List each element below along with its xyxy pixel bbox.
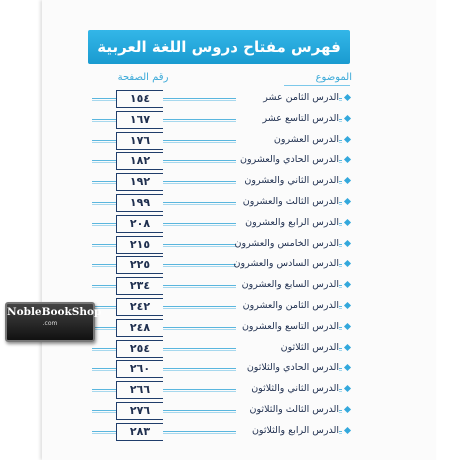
bullet-icon xyxy=(344,344,351,351)
page-number: ٢٢٥ xyxy=(116,256,163,274)
bullet-icon xyxy=(344,177,351,184)
lesson-title: الدرس الثلاثون xyxy=(236,340,339,356)
lesson-title: الدرس الثالث والعشرون xyxy=(236,194,339,210)
page-number: ٢٨٣ xyxy=(116,423,163,441)
index-row xyxy=(0,420,460,442)
topic-column-header: الموضوع xyxy=(315,72,352,83)
bullet-icon xyxy=(344,385,351,392)
index-row xyxy=(0,212,460,234)
lesson-title: الدرس الخامس والعشرون xyxy=(236,236,339,252)
lesson-title: الدرس الرابع والثلاثون xyxy=(236,423,339,439)
bullet-icon xyxy=(344,302,351,309)
bullet-icon xyxy=(344,198,351,205)
page-number: ٢٧٦ xyxy=(116,402,163,420)
page-number: ٢٠٨ xyxy=(116,215,163,233)
index-row xyxy=(0,191,460,213)
page-number: ١٦٧ xyxy=(116,111,163,129)
watermark-logo xyxy=(5,302,102,342)
index-row xyxy=(0,274,460,296)
page-number: ٢٤٨ xyxy=(116,319,163,337)
bullet-icon xyxy=(344,281,351,288)
lesson-title: الدرس الثالث والثلاثون xyxy=(236,402,339,418)
bullet-icon xyxy=(344,219,351,226)
lesson-title: الدرس العشرون xyxy=(236,132,339,148)
page-number: ١٩٢ xyxy=(116,173,163,191)
page-number: ٢٤٢ xyxy=(116,298,163,316)
index-row xyxy=(0,87,460,109)
index-row xyxy=(0,108,460,130)
bullet-icon xyxy=(344,136,351,143)
index-row xyxy=(0,170,460,192)
page-number: ١٧٦ xyxy=(116,132,163,150)
index-title: فهرس مفتاح دروس اللغة العربية xyxy=(97,38,341,56)
index-row xyxy=(0,399,460,421)
lesson-title: الدرس الثامن عشر xyxy=(236,90,339,106)
bullet-icon xyxy=(344,323,351,330)
lesson-title: الدرس الثامن والعشرون xyxy=(236,298,339,314)
page-column-header: رقم الصفحة xyxy=(117,72,169,83)
bullet-icon xyxy=(344,156,351,163)
index-row xyxy=(0,253,460,275)
page-number: ١٨٢ xyxy=(116,152,163,170)
page-number: ٢٣٤ xyxy=(116,277,163,295)
bullet-icon xyxy=(344,364,351,371)
bullet-icon xyxy=(344,406,351,413)
bullet-icon xyxy=(344,240,351,247)
lesson-title: الدرس الثاني والثلاثون xyxy=(236,381,339,397)
topic-header-rule xyxy=(284,85,350,86)
page-number: ٢٦٠ xyxy=(116,360,163,378)
page-number: ٢٥٤ xyxy=(116,340,163,358)
page-number: ٢١٥ xyxy=(116,236,163,254)
page-number: ٢٦٦ xyxy=(116,381,163,399)
bullet-icon xyxy=(344,94,351,101)
page-number: ١٥٤ xyxy=(116,90,163,108)
bullet-icon xyxy=(344,260,351,267)
watermark-domain: .com xyxy=(42,320,58,327)
lesson-title: الدرس الثاني والعشرون xyxy=(236,173,339,189)
index-row xyxy=(0,233,460,255)
lesson-title: الدرس الرابع والعشرون xyxy=(236,215,339,231)
lesson-title: الدرس الحادي والعشرون xyxy=(236,152,339,168)
index-row xyxy=(0,129,460,151)
index-title-banner xyxy=(88,30,350,64)
page-number: ١٩٩ xyxy=(116,194,163,212)
lesson-title: الدرس الحادي والثلاثون xyxy=(236,360,339,376)
lesson-title: الدرس السابع والعشرون xyxy=(236,277,339,293)
watermark-name: NobleBookShop xyxy=(7,306,102,318)
index-row xyxy=(0,357,460,379)
index-row xyxy=(0,378,460,400)
lesson-title: الدرس التاسع والعشرون xyxy=(236,319,339,335)
bullet-icon xyxy=(344,427,351,434)
index-row xyxy=(0,149,460,171)
lesson-title: الدرس السادس والعشرون xyxy=(236,256,339,272)
bullet-icon xyxy=(344,115,351,122)
lesson-title: الدرس التاسع عشر xyxy=(236,111,339,127)
